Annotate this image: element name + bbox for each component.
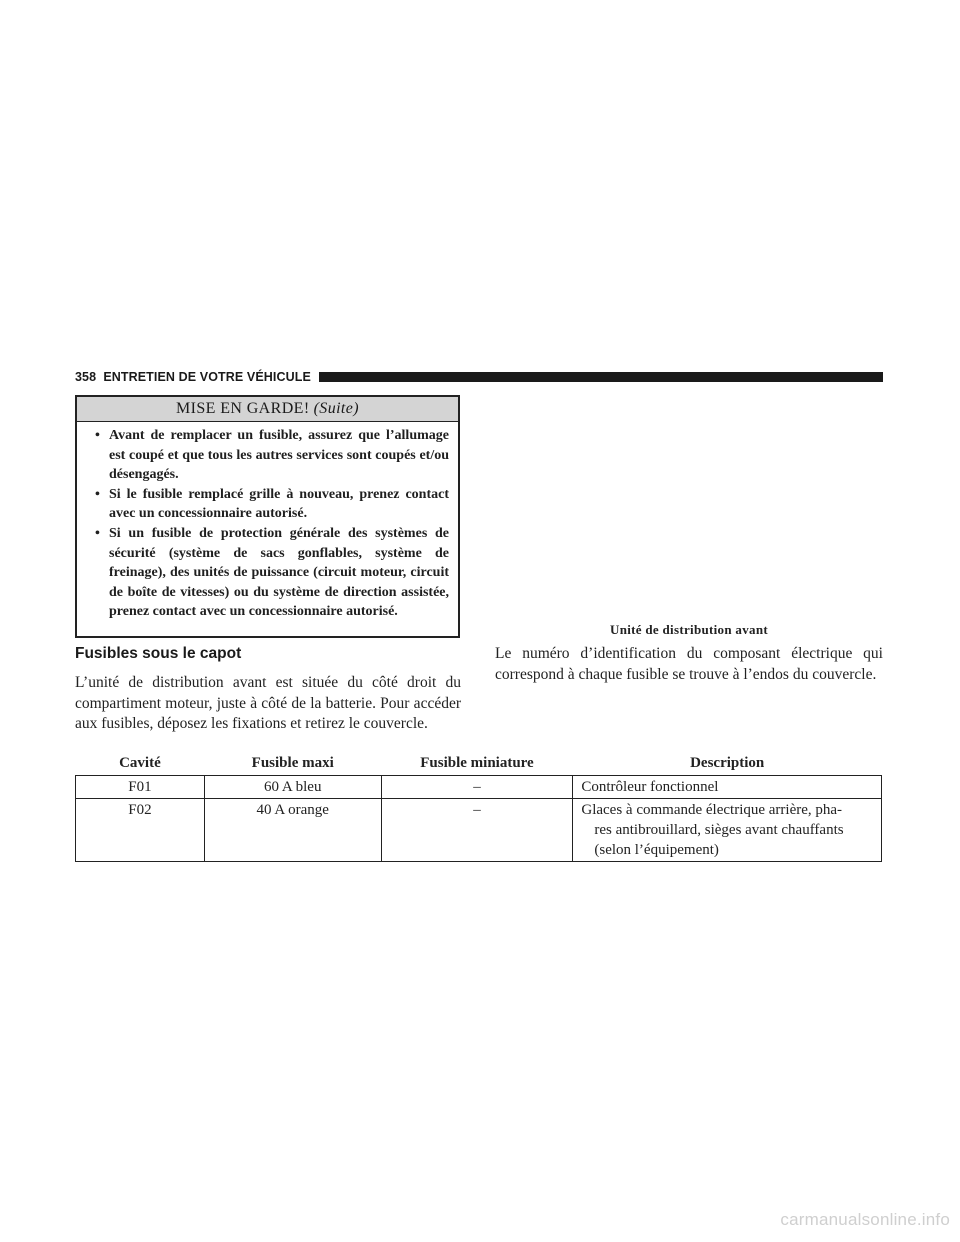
warning-box [75, 395, 460, 638]
cell-fusible-maxi: 40 A orange [204, 799, 381, 862]
warning-item-text: Avant de remplacer un fusible, assurez que l’allumage est coupé et que tous les autres services sont coupés et/ou désengagés. [109, 428, 449, 483]
warning-item-text: Si un fusible de protection générale des systèmes de sécurité (système de sacs gonflables, système de freinage), des unités de puissance (circuit moteur, circuit de boîte de vitesses) ou du système de direction assistée, prenez contact avec un concessionnaire autorisé. [109, 525, 449, 620]
page-number: 358 [75, 370, 97, 384]
warning-title-text: MISE EN GARDE! [175, 400, 310, 417]
description-line: Glaces à commande électrique arrière, pha- [581, 802, 843, 818]
description-line: (selon l’équipement) [594, 842, 719, 858]
warning-item-text: Si le fusible remplacé grille à nouveau, prenez contact avec un concessionnaire autorisé. [109, 486, 449, 522]
description-line: res antibrouillard, sièges avant chauffants [594, 822, 844, 838]
header-fusible-miniature: Fusible miniature [381, 752, 573, 776]
cell-fusible-maxi: 60 A bleu [204, 776, 381, 799]
cell-fusible-miniature: – [381, 776, 573, 799]
figure-caption: Unité de distribution avant [610, 622, 768, 637]
page-header-text [75, 370, 311, 384]
fuse-table [75, 752, 882, 862]
table-row [76, 776, 882, 799]
warning-title [77, 397, 458, 422]
header-cavite: Cavité [76, 752, 205, 776]
warning-item [95, 426, 449, 485]
cell-description [573, 776, 882, 799]
warning-item [95, 524, 449, 622]
watermark-text: carmanualsonline.info [780, 1210, 950, 1229]
bullet-icon: • [95, 486, 100, 502]
cell-description [573, 799, 882, 862]
cover-note-paragraph: Le numéro d’identification du composant électrique qui correspond à chaque fusible se trouve à l’endos du couvercle. [495, 645, 883, 683]
header-fusible-maxi: Fusible maxi [204, 752, 381, 776]
section-paragraph: L’unité de distribution avant est située du côté droit du compartiment moteur, juste à côté de la batterie. Pour accéder aux fusibles, déposez les fixations et retirez le couvercle. [75, 674, 461, 732]
bullet-icon: • [95, 428, 100, 443]
description-line: Contrôleur fonctionnel [581, 779, 719, 795]
header-description: Description [573, 752, 882, 776]
header-rule [319, 372, 883, 382]
cell-cavite: F01 [76, 776, 205, 799]
cell-fusible-miniature: – [381, 799, 573, 862]
section-heading: Fusibles sous le capot [75, 645, 242, 662]
bullet-icon: • [95, 525, 100, 541]
warning-item [95, 485, 449, 524]
section-title: ENTRETIEN DE VOTRE VÉHICULE [103, 370, 311, 384]
cell-cavite: F02 [76, 799, 205, 862]
table-row [76, 799, 882, 862]
table-header-row [76, 752, 882, 776]
warning-list [77, 422, 458, 622]
warning-continued: (Suite) [313, 400, 360, 417]
page-header [75, 367, 883, 387]
